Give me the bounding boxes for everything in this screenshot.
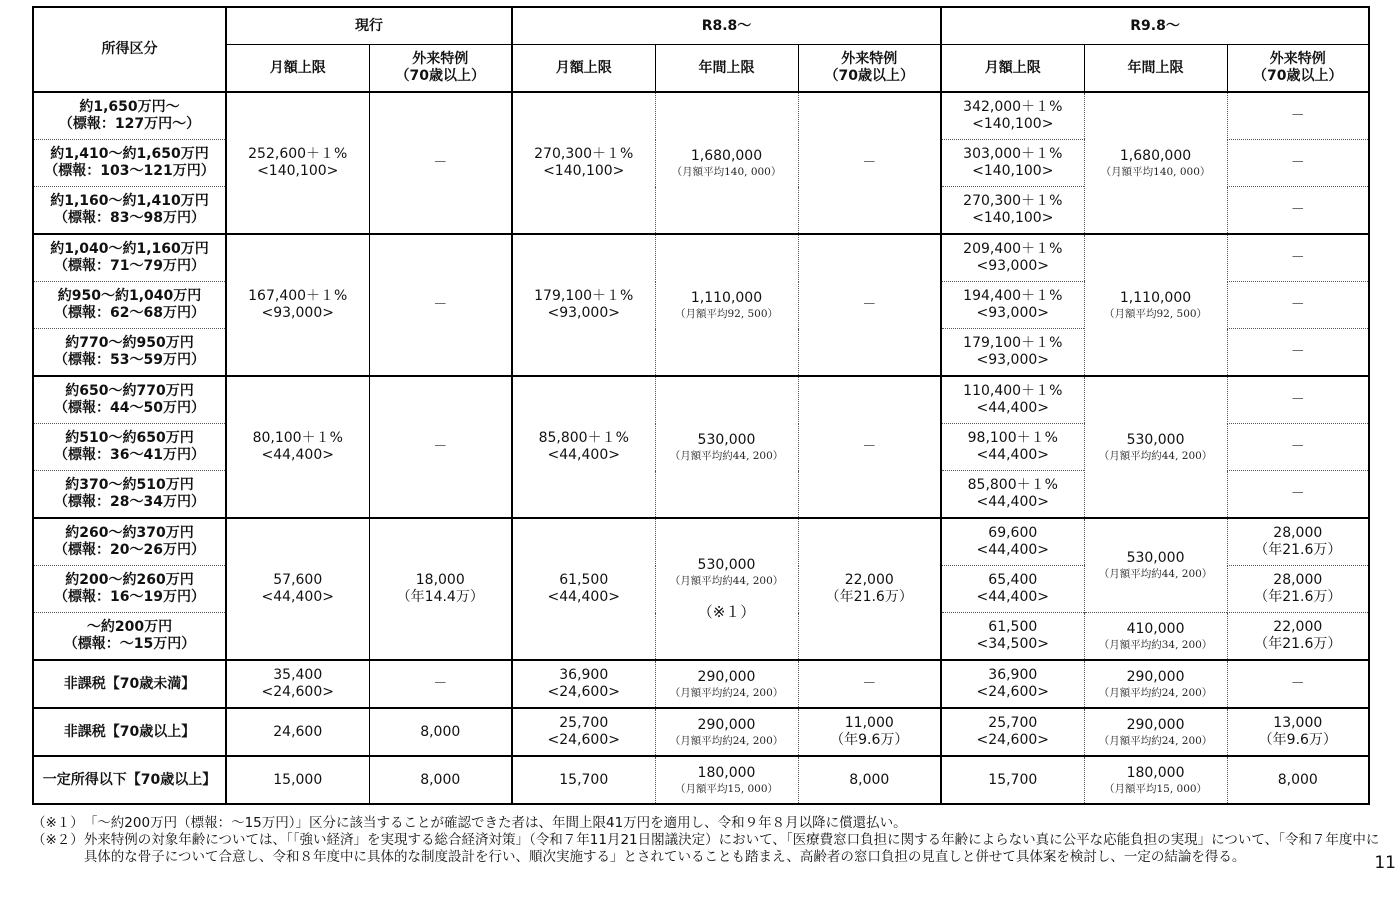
r98-monthly-cell: 85,800＋１% <44,400>: [941, 471, 1084, 519]
current-monthly-cell: 167,400＋１% <93,000>: [226, 234, 369, 376]
r98-monthly-cell: 36,900 <24,600>: [941, 660, 1084, 708]
r88-monthly-cell: 270,300＋１% <140,100>: [512, 92, 655, 234]
r88-outpatient-cell: －: [798, 660, 941, 708]
r98-outpatient-cell: 28,000 （年21.6万）: [1227, 518, 1369, 566]
income-category-cell: 約1,160～約1,410万円 （標報：83～98万円）: [33, 187, 226, 235]
income-category-cell: 約370～約510万円 （標報：28～34万円）: [33, 471, 226, 519]
income-category-cell: 約260～約370万円 （標報：20～26万円）: [33, 518, 226, 566]
r88-monthly-cell: 36,900 <24,600>: [512, 660, 655, 708]
r88-outpatient-cell: －: [798, 92, 941, 234]
r98-monthly-cell: 61,500 <34,500>: [941, 613, 1084, 661]
r98-outpatient-cell: －: [1227, 424, 1369, 471]
r88-annual-cell: 530,000 （月額平均約44, 200）: [655, 376, 798, 518]
r98-outpatient-cell: －: [1227, 282, 1369, 329]
page-number: 11: [1374, 853, 1396, 873]
table-row: [33, 92, 1369, 140]
r88-annual-cell: 1,110,000 （月額平均92, 500）: [655, 234, 798, 376]
r98-annual-cell: 180,000 （月額平均15, 000）: [1084, 756, 1227, 804]
r88-monthly-cell: 179,100＋１% <93,000>: [512, 234, 655, 376]
current-outpatient-cell: －: [369, 92, 512, 234]
footnote-2: [32, 832, 1382, 866]
r98-outpatient-cell: －: [1227, 140, 1369, 187]
r98-monthly-cell: 303,000＋１% <140,100>: [941, 140, 1084, 187]
header-current-outpatient: 外来特例 （70歳以上）: [369, 45, 512, 93]
current-outpatient-cell: －: [369, 376, 512, 518]
r98-annual-cell: 290,000 （月額平均約24, 200）: [1084, 660, 1227, 708]
footnote-text: 「～約200万円（標報：～15万円）」区分に該当することが確認できた者は、年間上限41万円を適用し、令和９年８月以降に償還払い。: [83, 815, 907, 831]
r98-annual-cell: 290,000 （月額平均約24, 200）: [1084, 708, 1227, 756]
r88-monthly-cell: 61,500 <44,400>: [512, 518, 655, 660]
r98-annual-cell: 1,110,000 （月額平均92, 500）: [1084, 234, 1227, 376]
header-r98: R9.8～: [941, 7, 1369, 45]
income-category-cell: 約510～約650万円 （標報：36～41万円）: [33, 424, 226, 471]
income-category-cell: 約650～約770万円 （標報：44～50万円）: [33, 376, 226, 424]
r98-outpatient-cell: －: [1227, 234, 1369, 282]
r88-annual-cell: 1,680,000 （月額平均140, 000）: [655, 92, 798, 234]
r98-outpatient-cell: －: [1227, 329, 1369, 377]
r88-annual-cell: 290,000 （月額平均約24, 200）: [655, 660, 798, 708]
header-r88-outpatient: 外来特例 （70歳以上）: [798, 45, 941, 93]
r88-annual-cell: 180,000 （月額平均15, 000）: [655, 756, 798, 804]
table-row: [33, 376, 1369, 424]
r98-monthly-cell: 342,000＋１% <140,100>: [941, 92, 1084, 140]
footnotes: [32, 815, 1382, 866]
header-current-monthly: 月額上限: [226, 45, 369, 93]
current-monthly-cell: 15,000: [226, 756, 369, 804]
footnote-1: [32, 815, 1382, 832]
current-monthly-cell: 24,600: [226, 708, 369, 756]
r88-annual-cell: 290,000 （月額平均約24, 200）: [655, 708, 798, 756]
r88-outpatient-cell: 11,000 （年9.6万）: [798, 708, 941, 756]
current-monthly-cell: 252,600＋１% <140,100>: [226, 92, 369, 234]
header-r88: R8.8～: [512, 7, 941, 45]
r98-monthly-cell: 194,400＋１% <93,000>: [941, 282, 1084, 329]
r88-monthly-cell: 25,700 <24,600>: [512, 708, 655, 756]
footnote-mark: （※１）: [32, 815, 84, 831]
income-category-cell: 非課税【70歳未満】: [33, 660, 226, 708]
r98-outpatient-cell: 28,000 （年21.6万）: [1227, 566, 1369, 613]
r98-monthly-cell: 65,400 <44,400>: [941, 566, 1084, 613]
r98-annual-cell: 530,000 （月額平均約44, 200）: [1084, 376, 1227, 518]
header-current: 現行: [226, 7, 512, 45]
r98-outpatient-cell: －: [1227, 187, 1369, 235]
table-row: [33, 708, 1369, 756]
r98-annual-cell: 1,680,000 （月額平均140, 000）: [1084, 92, 1227, 234]
cost-limit-table: [32, 6, 1370, 805]
table-row: [33, 756, 1369, 804]
current-outpatient-cell: 8,000: [369, 756, 512, 804]
r98-monthly-cell: 110,400＋１% <44,400>: [941, 376, 1084, 424]
r98-monthly-cell: 15,700: [941, 756, 1084, 804]
r98-outpatient-cell: 13,000 （年9.6万）: [1227, 708, 1369, 756]
table-row: [33, 660, 1369, 708]
r88-annual-cell: 530,000 （月額平均約44, 200） （※１）: [655, 518, 798, 660]
r98-monthly-cell: 69,600 <44,400>: [941, 518, 1084, 566]
current-outpatient-cell: －: [369, 660, 512, 708]
income-category-cell: ～約200万円 （標報：～15万円）: [33, 613, 226, 661]
income-category-cell: 約1,410～約1,650万円 （標報：103～121万円）: [33, 140, 226, 187]
income-category-cell: 非課税【70歳以上】: [33, 708, 226, 756]
current-monthly-cell: 35,400 <24,600>: [226, 660, 369, 708]
income-category-cell: 約950～約1,040万円 （標報：62～68万円）: [33, 282, 226, 329]
r98-annual-cell: 410,000 （月額平均約34, 200）: [1084, 613, 1227, 661]
income-category-cell: 約1,650万円～ （標報：127万円～）: [33, 92, 226, 140]
r98-outpatient-cell: －: [1227, 660, 1369, 708]
r98-monthly-cell: 179,100＋１% <93,000>: [941, 329, 1084, 377]
header-r98-outpatient: 外来特例 （70歳以上）: [1227, 45, 1369, 93]
income-category-cell: 一定所得以下【70歳以上】: [33, 756, 226, 804]
income-category-cell: 約770～約950万円 （標報：53～59万円）: [33, 329, 226, 377]
header-r88-annual: 年間上限: [655, 45, 798, 93]
table-row: [33, 518, 1369, 566]
r98-monthly-cell: 209,400＋１% <93,000>: [941, 234, 1084, 282]
current-monthly-cell: 57,600 <44,400>: [226, 518, 369, 660]
r88-outpatient-cell: 8,000: [798, 756, 941, 804]
r98-annual-cell: 530,000 （月額平均約44, 200）: [1084, 518, 1227, 613]
r88-monthly-cell: 15,700: [512, 756, 655, 804]
header-r98-annual: 年間上限: [1084, 45, 1227, 93]
r98-outpatient-cell: －: [1227, 92, 1369, 140]
r98-outpatient-cell: －: [1227, 376, 1369, 424]
r98-outpatient-cell: 8,000: [1227, 756, 1369, 804]
income-category-cell: 約200～約260万円 （標報：16～19万円）: [33, 566, 226, 613]
r88-outpatient-cell: －: [798, 376, 941, 518]
footnote-text: 外来特例の対象年齢については、「「強い経済」を実現する総合経済対策」（令和７年11月21日閣議決定）において、「医療費窓口負担に関する年齢によらない真に公平な応能負担の実現」について、「令和７年度中に具体的な骨子について合意し、令和８年度中に具体的な制度設計を行い、順次実施する」とされていることも踏まえ、高齢者の窓口負担の見直しと併せて具体案を検討し、一定の結論を得る。: [83, 832, 1380, 865]
r98-monthly-cell: 25,700 <24,600>: [941, 708, 1084, 756]
r88-outpatient-cell: －: [798, 234, 941, 376]
r88-outpatient-cell: 22,000 （年21.6万）: [798, 518, 941, 660]
header-r98-monthly: 月額上限: [941, 45, 1084, 93]
current-outpatient-cell: 8,000: [369, 708, 512, 756]
r98-outpatient-cell: －: [1227, 471, 1369, 519]
r98-outpatient-cell: 22,000 （年21.6万）: [1227, 613, 1369, 661]
current-outpatient-cell: －: [369, 234, 512, 376]
annual-note-mark: （※１）: [697, 602, 756, 621]
r98-monthly-cell: 98,100＋１% <44,400>: [941, 424, 1084, 471]
header-income-category: 所得区分: [33, 7, 226, 92]
income-category-cell: 約1,040～約1,160万円 （標報：71～79万円）: [33, 234, 226, 282]
table-row: [33, 234, 1369, 282]
r88-monthly-cell: 85,800＋１% <44,400>: [512, 376, 655, 518]
header-r88-monthly: 月額上限: [512, 45, 655, 93]
current-outpatient-cell: 18,000 （年14.4万）: [369, 518, 512, 660]
r98-monthly-cell: 270,300＋１% <140,100>: [941, 187, 1084, 235]
current-monthly-cell: 80,100＋１% <44,400>: [226, 376, 369, 518]
footnote-mark: （※２）: [32, 832, 84, 848]
